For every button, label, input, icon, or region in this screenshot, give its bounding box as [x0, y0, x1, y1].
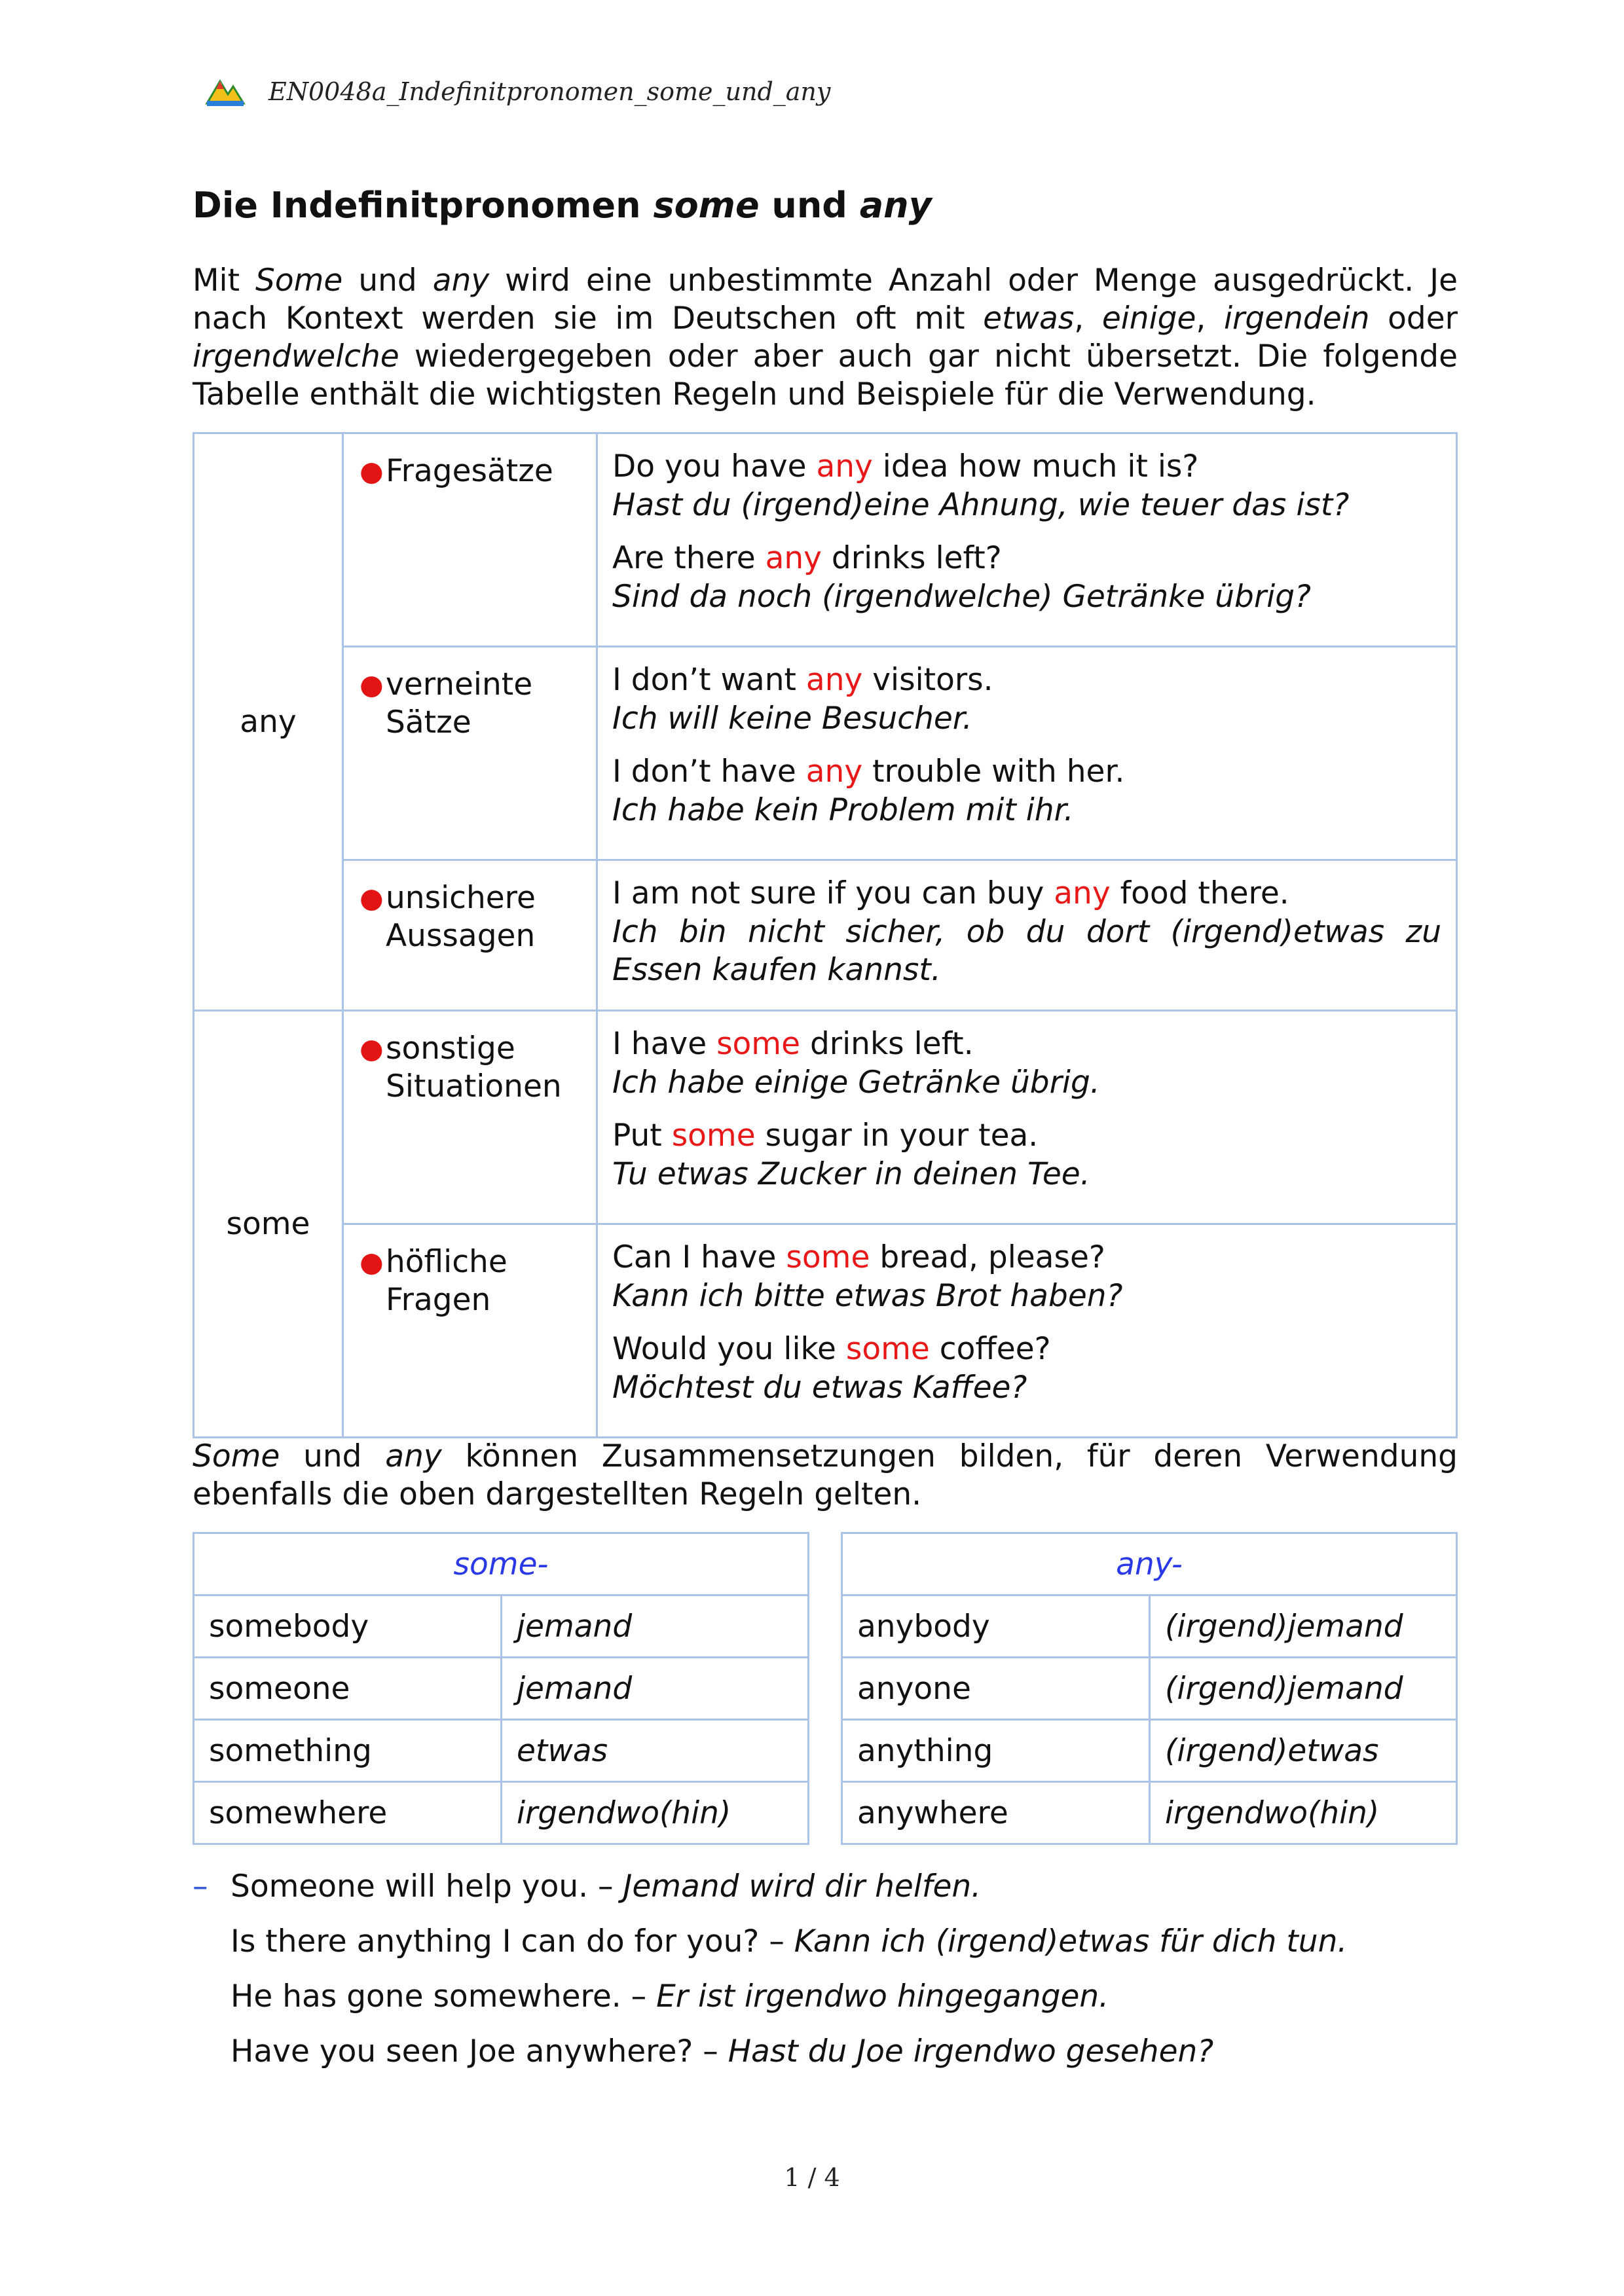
compound-header: some-	[194, 1533, 809, 1595]
bullet-icon: ●	[360, 668, 384, 701]
rule-item	[344, 647, 596, 742]
compound-header: any-	[842, 1533, 1457, 1595]
english-example: I have some drinks left.	[612, 1026, 974, 1062]
dash-bullet	[193, 1969, 231, 2024]
rule-row	[194, 860, 1457, 1011]
compound-translation: (irgend)etwas	[1150, 1720, 1457, 1782]
rule-item	[344, 1011, 596, 1106]
compound-row	[842, 1658, 1457, 1720]
examples-cell	[597, 1011, 1457, 1224]
compound-translation: irgendwo(hin)	[1150, 1782, 1457, 1844]
german-translation: Ich will keine Besucher.	[612, 701, 972, 737]
compound-row	[842, 1782, 1457, 1844]
rule-item	[344, 861, 596, 955]
dash-bullet: –	[193, 1868, 208, 1904]
keyword: any	[816, 448, 873, 484]
compound-header-row	[194, 1533, 809, 1595]
keyword: any	[765, 540, 822, 576]
intro-paragraph: Mit Some und any wird eine unbestimmte Anzahl oder Menge ausgedrückt. Je nach Kontext werden sie im Deutschen oft mit etwas, einige, irgendein oder irgendwelche wiedergegeben oder aber auch gar nicht übersetzt. Die folgende Tabelle enthält die wichtigsten Regeln und Beispiele für die Verwendung.	[193, 263, 1458, 412]
english-example: I don’t want any visitors.	[612, 662, 993, 698]
dash-bullet	[193, 2024, 231, 2079]
rule-item	[344, 1225, 596, 1319]
category-cell: some	[194, 1011, 343, 1438]
page-title: Die Indefinitpronomen some und any	[193, 185, 932, 226]
english-example: Are there any drinks left?	[612, 540, 1002, 576]
bullet-icon: ●	[360, 455, 384, 487]
german-translation: Ich habe einige Getränke übrig.	[612, 1065, 1100, 1101]
sentence-german: Jemand wird dir helfen.	[623, 1868, 982, 1904]
rule-cell	[343, 1224, 597, 1438]
rules-table	[193, 432, 1458, 1438]
rule-row	[194, 433, 1457, 647]
sentence-english: Have you seen Joe anywhere? –	[231, 2033, 728, 2069]
german-translation: Hast du (irgend)eine Ahnung, wie teuer das ist?	[612, 487, 1350, 523]
page-header	[204, 72, 830, 111]
compound-translation: irgendwo(hin)	[502, 1782, 809, 1844]
rule-label: höfliche Fragen	[386, 1244, 507, 1318]
keyword: some	[845, 1331, 930, 1367]
compound-word: anywhere	[842, 1782, 1150, 1844]
compound-word: anything	[842, 1720, 1150, 1782]
sentence-english: Someone will help you. –	[231, 1868, 623, 1904]
bullet-icon: ●	[360, 1246, 384, 1278]
keyword: any	[805, 662, 863, 698]
compound-row	[842, 1595, 1457, 1658]
mountain-logo-icon	[204, 75, 246, 109]
examples-cell	[597, 1224, 1457, 1438]
keyword: any	[805, 754, 863, 790]
german-translation: Kann ich bitte etwas Brot haben?	[612, 1278, 1123, 1314]
sentence-english: Is there anything I can do for you? –	[231, 1923, 794, 1959]
bullet-icon: ●	[360, 882, 384, 914]
rule-label: verneinte Sätze	[386, 666, 533, 740]
english-example: Do you have any idea how much it is?	[612, 448, 1199, 484]
rule-label: sonstige Situationen	[386, 1030, 562, 1104]
keyword: some	[671, 1118, 756, 1154]
sentence-german: Er ist irgendwo hingegangen.	[656, 1978, 1109, 2014]
compound-row	[842, 1720, 1457, 1782]
rule-row	[194, 1224, 1457, 1438]
german-translation: Ich bin nicht sicher, ob du dort (irgend)etwas zu Essen kaufen kannst.	[612, 914, 1441, 988]
keyword: some	[786, 1239, 870, 1275]
german-translation: Möchtest du etwas Kaffee?	[612, 1370, 1027, 1406]
english-example: I don’t have any trouble with her.	[612, 754, 1125, 790]
compound-translation: jemand	[502, 1658, 809, 1720]
rule-cell	[343, 433, 597, 647]
compound-word: something	[194, 1720, 502, 1782]
compound-word: somebody	[194, 1595, 502, 1658]
compounds-intro: Some und any können Zusammensetzungen bilden, für deren Verwendung ebenfalls die oben dargestellten Regeln gelten.	[193, 1438, 1458, 1512]
english-example: I am not sure if you can buy any food there.	[612, 875, 1289, 911]
compound-row	[194, 1720, 809, 1782]
example-sentence	[193, 1859, 1347, 1914]
some-compounds-table	[193, 1532, 809, 1845]
compound-word: anyone	[842, 1658, 1150, 1720]
english-example: Would you like some coffee?	[612, 1331, 1051, 1367]
bullet-icon: ●	[360, 1032, 384, 1065]
german-translation: Ich habe kein Problem mit ihr.	[612, 792, 1074, 828]
sentence-german: Kann ich (irgend)etwas für dich tun.	[794, 1923, 1348, 1959]
sentence-german: Hast du Joe irgendwo gesehen?	[728, 2033, 1214, 2069]
example-sentence	[193, 2024, 1347, 2079]
compound-translation: jemand	[502, 1595, 809, 1658]
keyword: any	[1054, 875, 1111, 911]
example-sentence	[193, 1969, 1347, 2024]
compound-row	[194, 1782, 809, 1844]
compound-translation: (irgend)jemand	[1150, 1658, 1457, 1720]
page-number: 1 / 4	[784, 2163, 840, 2192]
keyword: some	[716, 1026, 801, 1062]
compound-translation: (irgend)jemand	[1150, 1595, 1457, 1658]
english-example: Put some sugar in your tea.	[612, 1118, 1039, 1154]
compound-translation: etwas	[502, 1720, 809, 1782]
file-name: EN0048a_Indefinitpronomen_some_und_any	[268, 77, 831, 106]
english-example: Can I have some bread, please?	[612, 1239, 1105, 1275]
rule-cell	[343, 1011, 597, 1224]
sentence-english: He has gone somewhere. –	[231, 1978, 657, 2014]
category-cell: any	[194, 433, 343, 1011]
examples-cell	[597, 860, 1457, 1011]
rule-row	[194, 1011, 1457, 1224]
rule-row	[194, 647, 1457, 860]
compound-word: somewhere	[194, 1782, 502, 1844]
compound-row	[194, 1658, 809, 1720]
examples-cell	[597, 647, 1457, 860]
rule-label: Fragesätze	[386, 453, 553, 489]
compound-header-row	[842, 1533, 1457, 1595]
compound-row	[194, 1595, 809, 1658]
compound-word: anybody	[842, 1595, 1150, 1658]
compound-word: someone	[194, 1658, 502, 1720]
rule-cell	[343, 647, 597, 860]
example-sentences	[193, 1859, 1347, 2079]
rule-cell	[343, 860, 597, 1011]
rule-item	[344, 434, 596, 490]
rule-label: unsichere Aussagen	[386, 880, 536, 954]
example-sentence	[193, 1914, 1347, 1969]
examples-cell	[597, 433, 1457, 647]
dash-bullet	[193, 1914, 231, 1969]
any-compounds-table	[841, 1532, 1458, 1845]
german-translation: Sind da noch (irgendwelche) Getränke übrig?	[612, 579, 1312, 615]
german-translation: Tu etwas Zucker in deinen Tee.	[612, 1156, 1090, 1192]
